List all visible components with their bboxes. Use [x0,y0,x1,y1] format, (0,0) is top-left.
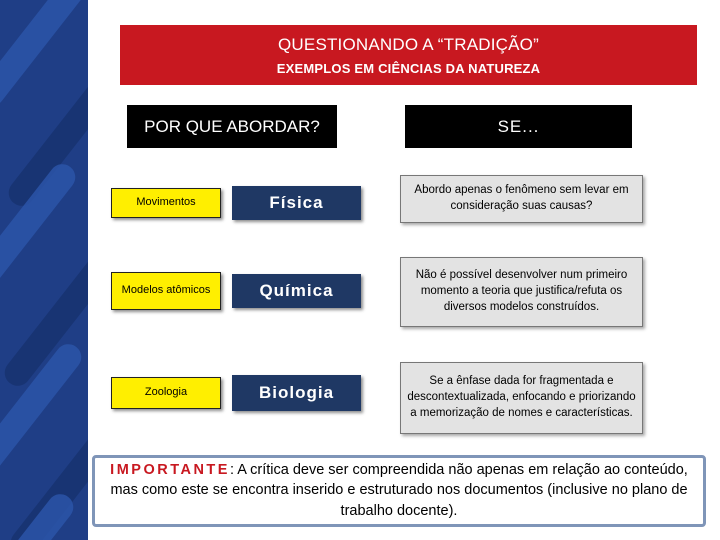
question-box: Se a ênfase dada for fragmentada e descontextualizada, enfocando e priorizando a memorização de nomes e características. [400,362,643,434]
band-stripe [0,0,88,111]
decorative-side-band [0,0,88,540]
question-box: Abordo apenas o fenômeno sem levar em consideração suas causas? [400,175,643,223]
page-subtitle: EXEMPLOS EM CIÊNCIAS DA NATUREZA [276,61,541,76]
subject-box: Biologia [232,375,361,411]
important-separator: : [229,462,238,478]
title-banner [120,25,697,85]
question-box: Não é possível desenvolver num primeiro momento a teoria que justifica/refuta os diversos modelos construídos. [400,257,643,327]
header-why-address: POR QUE ABORDAR? [127,105,337,148]
subject-box: Física [232,186,361,220]
header-if: SE... [405,105,632,148]
topic-box: Modelos atômicos [111,272,221,310]
important-label: IMPORTANTE [110,462,230,478]
important-note [92,455,706,527]
subject-box: Química [232,274,361,308]
important-text: A crítica deve ser compreendida não apenas em relação ao conteúdo, mas como este se encontra inserido e estruturado nos documentos (inclusive no plano de trabalho docente). [110,462,688,519]
page-title: QUESTIONANDO A “TRADIÇÃO” [278,35,539,54]
topic-box: Movimentos [111,188,221,218]
topic-box: Zoologia [111,377,221,409]
band-stripe [0,489,78,540]
